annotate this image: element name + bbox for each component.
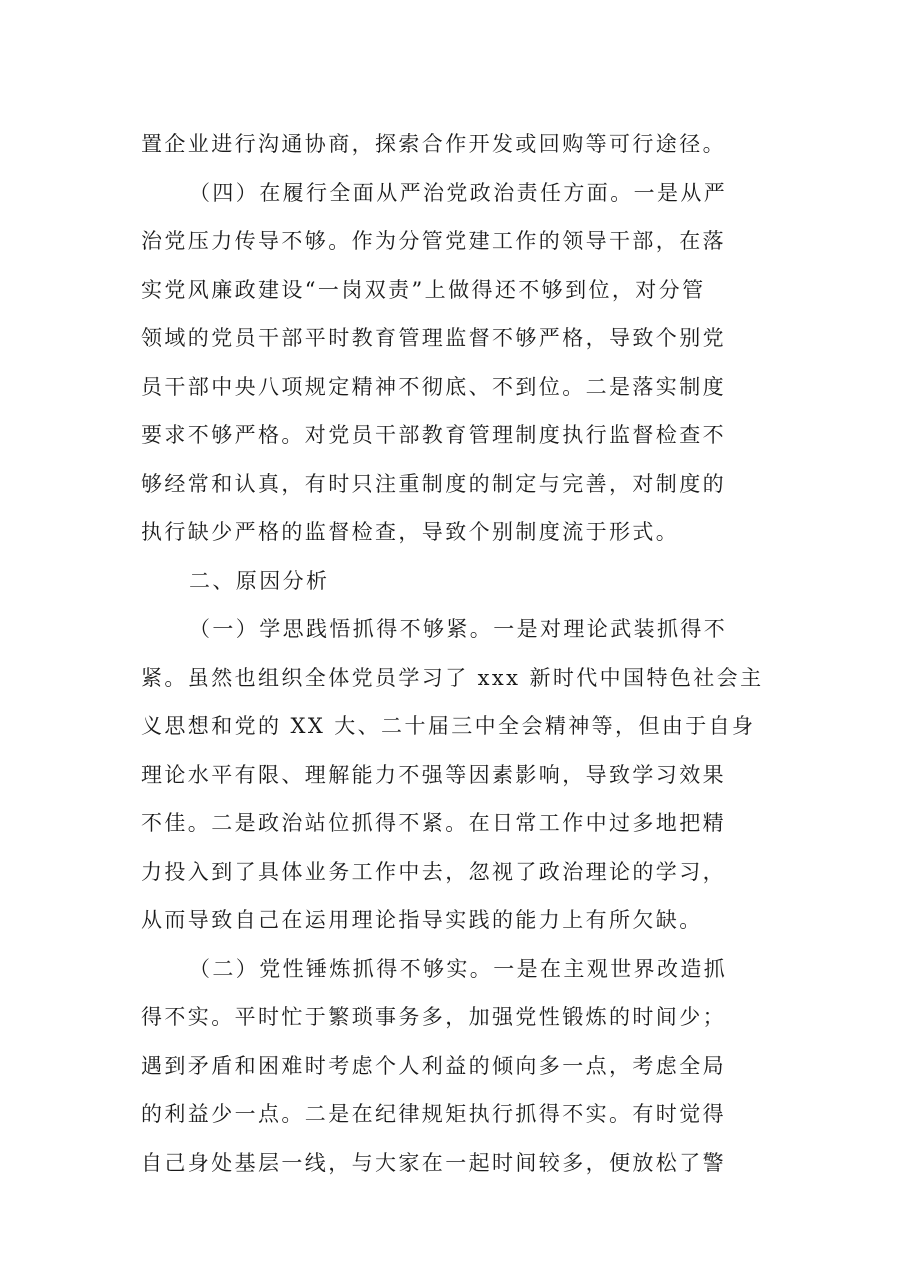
text-line-3: 治党压力传导不够。作为分管党建工作的领导干部，在落: [141, 229, 726, 253]
text-line-19: 得不实。平时忙于繁琐事务多，加强党性锻炼的时间少；: [141, 1005, 726, 1029]
text-line-1: 置企业进行沟通协商，探索合作开发或回购等可行途径。: [141, 132, 726, 156]
text-line-9: 执行缺少严格的监督检查，导致个别制度流于形式。: [141, 520, 680, 544]
text-line-7: 要求不够严格。对党员干部教育管理制度执行监督检查不: [141, 423, 726, 447]
text-line-20: 遇到矛盾和困难时考虑个人利益的倾向多一点，考虑全局: [141, 1053, 726, 1078]
text-line-4: 实党风廉政建设“一岗双责”上做得还不够到位，对分管: [141, 277, 706, 302]
text-line-21: 的利益少一点。二是在纪律规矩执行抓得不实。有时觉得: [141, 1102, 726, 1126]
document-body: [141, 120, 781, 1187]
text-line-6: 员干部中央八项规定精神不彻底、不到位。二是落实制度: [141, 374, 726, 399]
section-heading: 二、原因分析: [189, 568, 330, 593]
text-line-18: （二）党性锤炼抓得不够实。一是在主观世界改造抓: [189, 956, 728, 981]
text-line-5: 领域的党员干部平时教育管理监督不够严格，导致个别党: [141, 326, 726, 350]
text-line-22: 自己身处基层一线，与大家在一起时间较多，便放松了警: [141, 1150, 726, 1175]
text-line-14: 理论水平有限、理解能力不强等因素影响，导致学习效果: [141, 762, 726, 787]
text-line-2: （四）在履行全面从严治党政治责任方面。一是从严: [189, 180, 728, 205]
text-line-15: 不佳。二是政治站位抓得不紧。在日常工作中过多地把精: [141, 811, 726, 835]
text-line-8: 够经常和认真，有时只注重制度的制定与完善，对制度的: [141, 471, 726, 496]
text-line-12: 紧。虽然也组织全体党员学习了 xxx 新时代中国特色社会主: [141, 665, 764, 690]
text-line-17: 从而导致自己在运用理论指导实践的能力上有所欠缺。: [141, 908, 703, 932]
text-line-13: 义思想和党的 XX 大、二十届三中全会精神等，但由于自身: [141, 714, 756, 738]
text-line-11: （一）学思践悟抓得不够紧。一是对理论武装抓得不: [189, 617, 728, 641]
text-line-16: 力投入到了具体业务工作中去，忽视了政治理论的学习，: [141, 859, 726, 884]
